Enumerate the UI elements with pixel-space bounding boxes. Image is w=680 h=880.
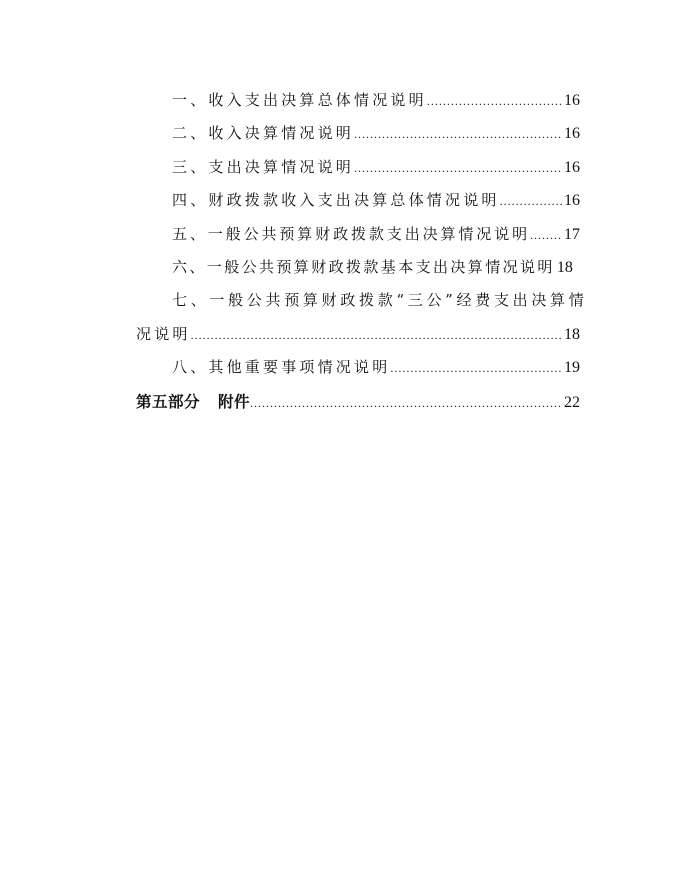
table-of-contents xyxy=(136,84,588,418)
toc-item-title: 一、收入支出决算总体情况说明 xyxy=(172,91,427,109)
toc-page-number: 18 xyxy=(556,258,573,276)
toc-item-title: 三、支出决算情况说明 xyxy=(172,157,355,176)
toc-item-title-line2: 况说明 xyxy=(136,324,191,343)
toc-item-2[interactable] xyxy=(136,117,580,150)
toc-leader-dots xyxy=(354,118,562,151)
toc-part-title: 附件 xyxy=(218,391,251,411)
toc-item-4[interactable] xyxy=(136,184,580,217)
toc-leader-dots xyxy=(250,387,562,420)
toc-item-6[interactable] xyxy=(136,251,580,284)
toc-part-5[interactable] xyxy=(136,385,580,418)
toc-item-5[interactable] xyxy=(136,218,580,251)
toc-page-number: 17 xyxy=(564,225,580,243)
toc-item-7-continuation xyxy=(136,318,580,351)
toc-item-title: 二、收入决算情况说明 xyxy=(172,124,355,143)
toc-item-title: 四、财政拨款收入支出决算总体情况说明 xyxy=(172,191,500,210)
toc-page-number: 18 xyxy=(564,325,580,343)
toc-item-3[interactable] xyxy=(136,151,580,184)
toc-leader-dots xyxy=(354,152,562,185)
toc-item-title: 六、一般公共预算财政拨款基本支出决算情况说明 xyxy=(172,257,555,276)
toc-item-7[interactable] xyxy=(136,284,588,351)
toc-leader-dots xyxy=(530,219,562,252)
toc-page-number: 16 xyxy=(564,125,580,143)
toc-page-number: 16 xyxy=(564,92,580,109)
toc-item-1[interactable] xyxy=(136,84,580,117)
toc-page-number: 16 xyxy=(564,158,580,176)
toc-page-number: 22 xyxy=(564,393,580,411)
toc-item-8[interactable] xyxy=(136,351,580,384)
toc-leader-dots xyxy=(500,185,562,218)
toc-leader-dots xyxy=(390,352,562,385)
toc-item-title: 五、一般公共预算财政拨款支出决算情况说明 xyxy=(172,224,531,243)
toc-item-title: 八、其他重要事项情况说明 xyxy=(172,358,391,377)
toc-item-title-line1: 七、一般公共预算财政拨款“三公”经费支出决算情 xyxy=(172,291,588,310)
toc-leader-dots xyxy=(427,85,562,118)
toc-page-number: 19 xyxy=(564,359,580,377)
toc-page-number: 16 xyxy=(564,192,580,210)
toc-leader-dots xyxy=(191,319,562,352)
toc-part-label: 第五部分 xyxy=(136,391,201,411)
